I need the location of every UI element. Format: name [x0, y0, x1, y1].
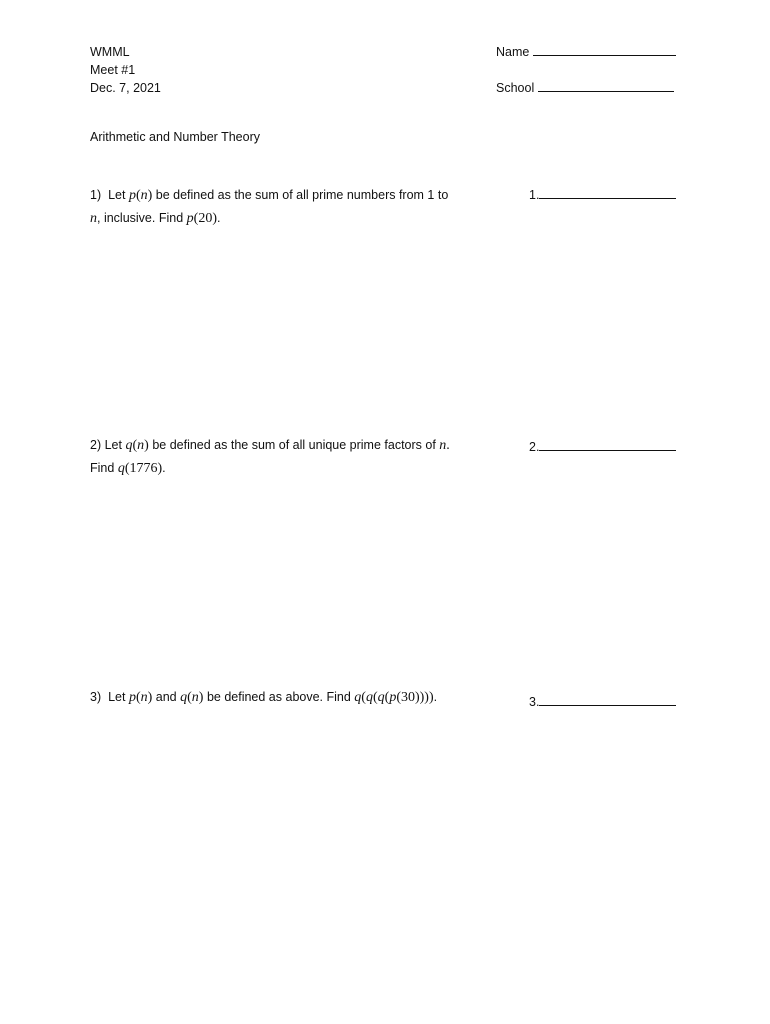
school-line — [496, 79, 674, 97]
problem-text: Let — [108, 188, 126, 202]
name-blank[interactable] — [533, 43, 676, 56]
answer-blank[interactable] — [539, 186, 676, 199]
problem-text: be defined as above. Find — [206, 690, 351, 704]
meet-date: Dec. 7, 2021 — [90, 81, 161, 95]
math-expression: p(n) — [128, 690, 153, 705]
problem-1 — [90, 184, 490, 230]
math-expression: p(n) — [128, 188, 153, 203]
answer-line-2 — [529, 438, 676, 456]
problem-text: . — [216, 211, 221, 225]
math-expression: q(n) — [180, 690, 204, 705]
math-variable: n — [90, 211, 97, 226]
problem-3 — [90, 686, 510, 709]
problem-text: . — [162, 461, 166, 475]
topic-heading: Arithmetic and Number Theory — [90, 130, 260, 144]
problem-text: , inclusive. Find — [97, 211, 184, 225]
problem-number: 2) — [90, 438, 102, 452]
problem-text: be defined as the sum of all unique prime factors of — [152, 438, 436, 452]
math-expression: q(1776) — [117, 461, 163, 476]
problem-number: 1) — [90, 188, 102, 202]
math-expression: p(20) — [186, 211, 217, 226]
meet-number: Meet #1 — [90, 63, 136, 77]
problem-text: . — [433, 690, 438, 704]
problem-text: and — [155, 690, 177, 704]
answer-label: 1. — [529, 188, 540, 202]
answer-blank[interactable] — [539, 438, 676, 451]
answer-blank[interactable] — [539, 693, 676, 706]
org-name: WMML — [90, 45, 130, 59]
problem-number: 3) — [90, 690, 102, 704]
problem-text: Find — [90, 461, 115, 475]
school-blank[interactable] — [538, 79, 674, 92]
problem-text: be defined as the sum of all prime numbers from 1 to — [155, 188, 449, 202]
problem-text: Let — [104, 438, 122, 452]
math-expression: q(n) — [125, 438, 149, 453]
math-expression: q(q(q(p(30)))) — [354, 690, 434, 705]
answer-line-1 — [529, 186, 676, 204]
math-variable: n. — [439, 438, 450, 453]
answer-label: 2. — [529, 440, 540, 454]
name-label: Name — [496, 45, 530, 59]
answer-line-3 — [529, 693, 676, 711]
school-label: School — [496, 81, 535, 95]
header-left — [90, 43, 161, 97]
problem-text: Let — [108, 690, 126, 704]
name-line — [496, 43, 676, 61]
answer-label: 3. — [529, 695, 540, 709]
problem-2 — [90, 434, 490, 480]
